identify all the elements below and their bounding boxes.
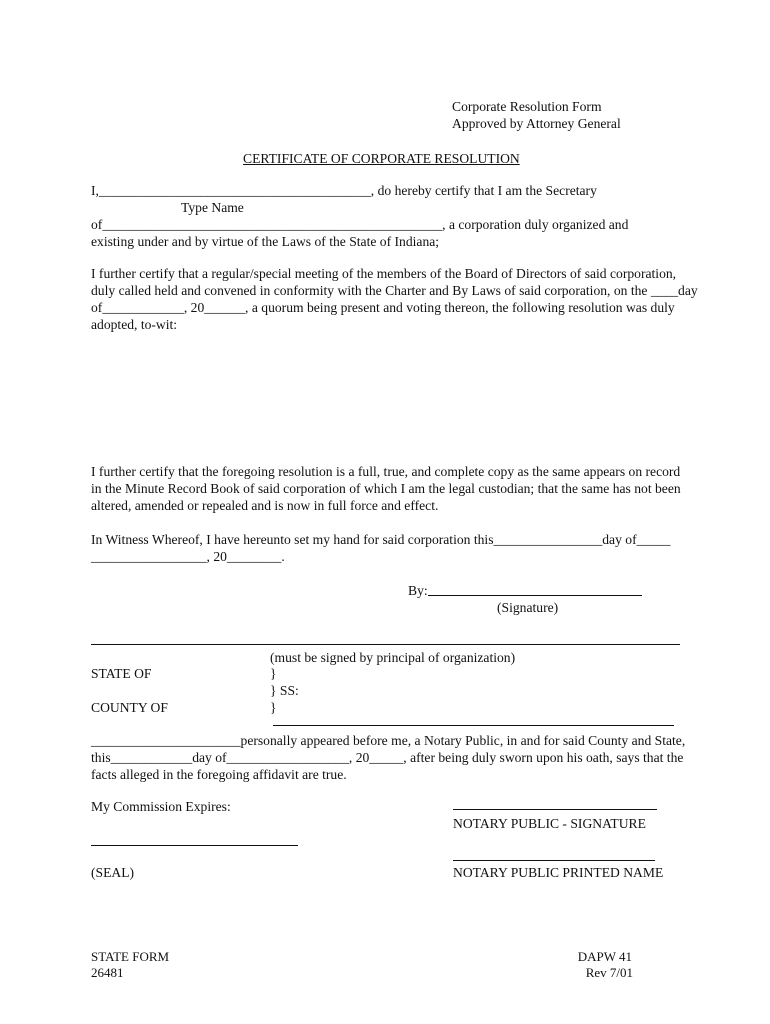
signature-line[interactable]	[428, 595, 642, 596]
must-sign-note: (must be signed by principal of organization)	[270, 650, 516, 665]
appeared-line-3: facts alleged in the foregoing affidavit are true.	[91, 767, 347, 782]
form-title: Corporate Resolution Form	[452, 99, 602, 114]
footer-form-number: 26481	[91, 965, 124, 980]
footer-state-form: STATE FORM	[91, 949, 170, 964]
meeting-line-2: duly called held and convened in conformity with the Charter and By Laws of said corporation, on the ____day	[91, 283, 698, 298]
notary-signature-label: NOTARY PUBLIC - SIGNATURE	[453, 816, 646, 831]
commission-expires-label: My Commission Expires:	[91, 799, 231, 814]
state-of-label: STATE OF	[91, 666, 152, 681]
seal-label: (SEAL)	[91, 865, 135, 880]
indiana-laws-line: existing under and by virtue of the Laws of the State of Indiana;	[91, 234, 440, 249]
commission-date-line[interactable]	[91, 845, 298, 846]
certify-secretary-line: I,________________________________________, do hereby certify that I am the Secretary	[91, 183, 597, 198]
by-label: By:	[408, 583, 428, 598]
resolution-text-area[interactable]	[91, 345, 681, 455]
meeting-line-1: I further certify that a regular/special meeting of the members of the Board of Directors of said corporation,	[91, 266, 677, 281]
notary-signature-line[interactable]	[453, 809, 657, 810]
footer-dapw: DAPW 41	[577, 949, 632, 964]
notary-printed-name-line[interactable]	[453, 860, 655, 861]
foregoing-line-3: altered, amended or repealed and is now in full force and effect.	[91, 498, 439, 513]
witness-line-2: _________________, 20________.	[91, 549, 285, 564]
notary-blank-line[interactable]	[273, 725, 674, 726]
appeared-line-1: ______________________personally appeared before me, a Notary Public, in and for said County and State,	[91, 733, 686, 748]
page-title: CERTIFICATE OF CORPORATE RESOLUTION	[243, 151, 520, 166]
meeting-line-3: of____________, 20______, a quorum being present and voting thereon, the following resolution was duly	[91, 300, 675, 315]
section-divider	[91, 644, 680, 645]
ss-label: } SS:	[270, 683, 299, 698]
approval-note: Approved by Attorney General	[452, 116, 621, 131]
brace-state: }	[270, 666, 277, 681]
foregoing-line-2: in the Minute Record Book of said corporation of which I am the legal custodian; that the same has not been	[91, 481, 681, 496]
meeting-line-4: adopted, to-wit:	[91, 317, 178, 332]
signature-caption: (Signature)	[497, 600, 559, 615]
county-of-label: COUNTY OF	[91, 700, 168, 715]
notary-printed-name-label: NOTARY PUBLIC PRINTED NAME	[453, 865, 664, 880]
corporation-name-line: of__________________________________________________, a corporation duly organized and	[91, 217, 629, 232]
footer-revision: Rev 7/01	[585, 965, 633, 980]
appeared-line-2: this____________day of__________________, 20_____, after being duly sworn upon his oath, says that the	[91, 750, 684, 765]
brace-county: }	[270, 700, 277, 715]
type-name-label: Type Name	[181, 200, 244, 215]
witness-line-1: In Witness Whereof, I have hereunto set my hand for said corporation this________________day of_____	[91, 532, 671, 547]
foregoing-line-1: I further certify that the foregoing resolution is a full, true, and complete copy as the same appears on record	[91, 464, 681, 479]
